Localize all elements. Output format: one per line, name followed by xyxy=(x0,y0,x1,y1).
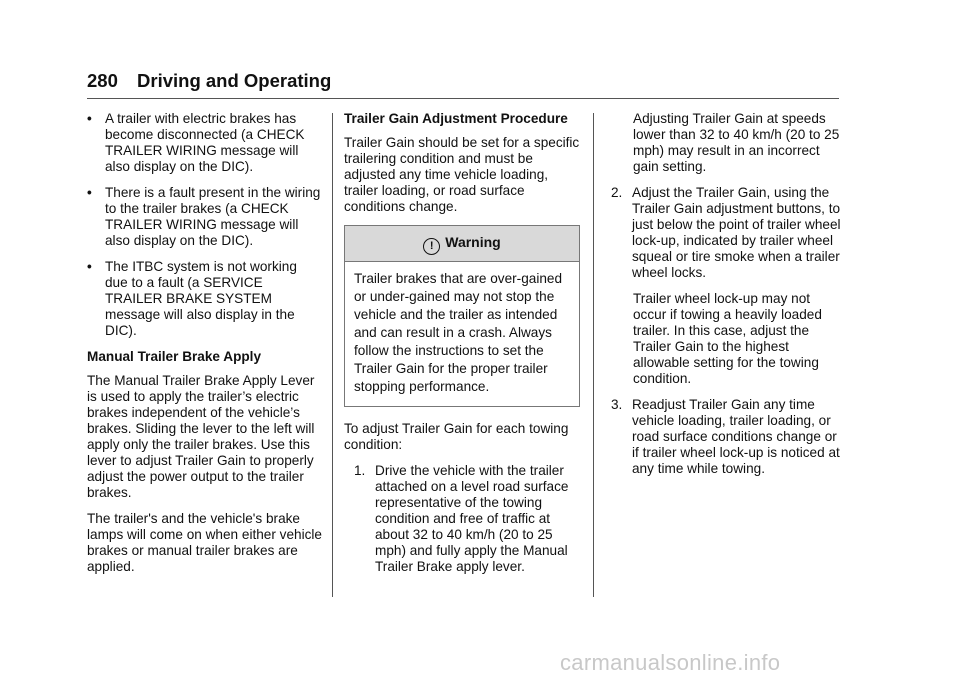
paragraph: The Manual Trailer Brake Apply Lever is used to apply the trailer’s electric brakes independent of the vehicle’s brakes. Sliding the lever to the left will apply only the trailer brakes. Use this lever to adjust Trailer Gain to properly adjust the power output to the trailer brakes. xyxy=(87,373,315,500)
step-continuation: Adjusting Trailer Gain at speeds lower than 32 to 40 km/h (20 to 25 mph) may result in an incorrect gain setting. xyxy=(633,111,840,174)
paragraph: The trailer's and the vehicle's brake lamps will come on when either vehicle brakes or manual trailer brakes are applied. xyxy=(87,511,322,574)
bullet-mark: • xyxy=(87,259,92,274)
bullet-item xyxy=(87,111,323,175)
header-rule xyxy=(87,98,839,99)
section-heading-gain-procedure: Trailer Gain Adjustment Procedure xyxy=(344,111,568,126)
section-heading-manual-apply: Manual Trailer Brake Apply xyxy=(87,349,262,364)
step-item xyxy=(344,463,580,575)
step-text: Drive the vehicle with the trailer attached on a level road surface representative of the towing condition and free of traffic at about 32 to 40 km/h (20 to 25 mph) and fully apply the Manual Trailer Brake apply lever. xyxy=(375,463,569,574)
step-number: 3. xyxy=(611,397,623,412)
page-header xyxy=(87,70,331,92)
step-number: 2. xyxy=(611,185,623,200)
bullet-item xyxy=(87,259,323,339)
warning-text: Trailer brakes that are over-gained or under-gained may not stop the vehicle and the trailer as intended and can result in a crash. Always follow the instructions to set the Trailer Gain for the proper trailer stopping performance. xyxy=(354,271,563,394)
paragraph: Trailer Gain should be set for a specific trailering condition and must be adjusted any time vehicle loading, trailer loading, or road surface conditions change. xyxy=(344,135,580,214)
bullet-item xyxy=(87,185,323,249)
warning-title: Warning xyxy=(445,234,501,250)
step-number: 1. xyxy=(354,463,366,478)
column-2 xyxy=(344,111,580,585)
page-title: Driving and Operating xyxy=(137,70,332,91)
page-number: 280 xyxy=(87,70,118,91)
bullet-text: There is a fault present in the wiring to the trailer brakes (a CHECK TRAILER WIRING message will also display on the DIC). xyxy=(105,185,321,248)
step-text: Readjust Trailer Gain any time vehicle loading, trailer loading, or road surface conditions change or if trailer wheel lock-up is noticed at any time while towing. xyxy=(632,397,840,476)
bullet-mark: • xyxy=(87,185,92,200)
column-divider xyxy=(593,113,594,597)
warning-icon: ! xyxy=(423,238,440,255)
step-item xyxy=(611,397,843,477)
column-1 xyxy=(87,111,323,585)
bullet-mark: • xyxy=(87,111,92,126)
warning-header xyxy=(345,226,579,262)
column-divider xyxy=(332,113,333,597)
step-note: Trailer wheel lock-up may not occur if towing a heavily loaded trailer. In this case, adjust the Trailer Gain to the highest allowable setting for the towing condition. xyxy=(633,291,822,386)
column-3 xyxy=(611,111,843,487)
paragraph: To adjust Trailer Gain for each towing condition: xyxy=(344,421,569,452)
step-text: Adjust the Trailer Gain, using the Trailer Gain adjustment buttons, to just below the point of trailer wheel lock-up, indicated by trailer wheel squeal or tire smoke when a trailer wheel locks. xyxy=(632,185,841,280)
warning-box xyxy=(344,225,580,407)
bullet-text: The ITBC system is not working due to a fault (a SERVICE TRAILER BRAKE SYSTEM message will also display in the DIC). xyxy=(105,259,297,338)
step-item xyxy=(611,185,843,281)
watermark: carmanualsonline.info xyxy=(560,650,781,675)
bullet-text: A trailer with electric brakes has become disconnected (a CHECK TRAILER WIRING message will also display on the DIC). xyxy=(105,111,305,174)
